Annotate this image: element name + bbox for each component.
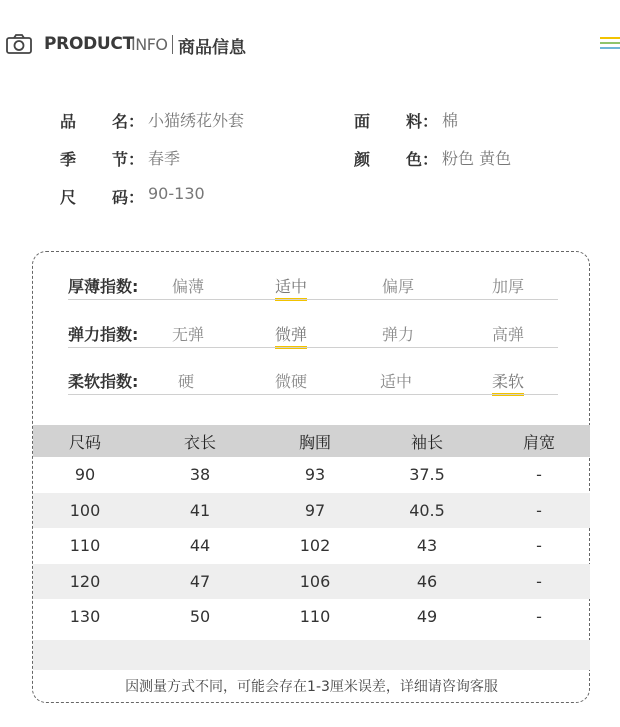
measurement-note: 因测量方式不同，可能会存在1-3厘米误差，详细请咨询客服: [125, 679, 498, 695]
table-cell: 40.5: [409, 500, 445, 520]
table-cell: 110: [299, 607, 331, 627]
name-value: 小猫绣花外套: [148, 111, 245, 130]
section-header: [6, 30, 620, 60]
label-char: 码：: [112, 188, 145, 207]
table-row: [33, 599, 590, 635]
table-row: [33, 457, 590, 493]
index-title: 弹力指数:: [68, 325, 139, 344]
label-char: 面: [354, 112, 371, 131]
table-cell: 100: [69, 500, 101, 520]
table-cell: 47: [189, 571, 211, 591]
index-row-softness: [68, 367, 558, 395]
index-option: 高弹: [492, 325, 525, 344]
table-cell: -: [536, 500, 542, 520]
label-char: 节：: [112, 150, 145, 169]
table-cell: 106: [299, 571, 331, 591]
label-char: 季: [60, 150, 77, 169]
header-title-info: INFO: [131, 35, 168, 54]
table-cell: -: [536, 536, 542, 556]
menu-line: [600, 42, 620, 44]
index-option: 偏厚: [382, 277, 415, 296]
label-char: 料：: [406, 112, 439, 131]
table-cell: 120: [69, 571, 101, 591]
table-cell: 44: [189, 536, 211, 556]
table-cell: 130: [69, 607, 101, 627]
label-char: 色：: [406, 150, 439, 169]
index-option: 硬: [178, 372, 195, 391]
header-title-product: PRODUCT: [44, 34, 134, 54]
table-cell: -: [536, 607, 542, 627]
table-cell: -: [536, 571, 542, 591]
size-table: [33, 425, 590, 635]
index-row-thickness: [68, 272, 558, 300]
table-cell: 41: [189, 500, 211, 520]
table-cell: 110: [69, 536, 101, 556]
table-cell: 102: [299, 536, 331, 556]
material-value: 棉: [442, 111, 459, 130]
table-cell: 37.5: [409, 465, 445, 485]
table-header-cell: 尺码: [68, 432, 101, 452]
menu-icon[interactable]: [600, 35, 620, 51]
index-divider: [68, 394, 558, 395]
label-char: 品: [60, 112, 77, 131]
index-option: 弹力: [382, 325, 415, 344]
season-value: 春季: [148, 149, 181, 168]
index-divider: [68, 299, 558, 300]
table-header-cell: 胸围: [298, 432, 331, 452]
index-row-elasticity: [68, 320, 558, 348]
table-filler: [33, 640, 590, 670]
index-option: 偏薄: [172, 277, 205, 296]
index-divider: [68, 347, 558, 348]
label-char: 颜: [354, 150, 371, 169]
table-header-cell: 肩宽: [522, 432, 555, 452]
index-title: 柔软指数:: [68, 372, 139, 391]
size-value: 90-130: [148, 184, 205, 203]
header-divider: [172, 35, 173, 54]
table-cell: 49: [416, 607, 438, 627]
table-row: [33, 493, 590, 529]
table-cell: -: [536, 465, 542, 485]
table-cell: 93: [304, 465, 326, 485]
index-option: 微硬: [275, 372, 308, 391]
camera-icon: [6, 34, 32, 54]
index-option: 无弹: [172, 325, 205, 344]
index-option: 适中: [380, 372, 413, 391]
header-title-cn: 商品信息: [178, 38, 246, 58]
table-cell: 90: [74, 465, 96, 485]
index-option: 适中: [275, 274, 307, 297]
table-cell: 46: [416, 571, 438, 591]
table-header: [33, 425, 590, 457]
label-char: 名：: [112, 112, 145, 131]
index-option: 加厚: [492, 277, 525, 296]
menu-line: [600, 37, 620, 39]
table-row: [33, 564, 590, 600]
table-cell: 97: [304, 500, 326, 520]
table-row: [33, 528, 590, 564]
index-option: 柔软: [492, 369, 524, 392]
table-cell: 43: [416, 536, 438, 556]
label-char: 尺: [60, 188, 77, 207]
index-title: 厚薄指数:: [68, 277, 139, 296]
index-option: 微弹: [275, 322, 307, 345]
color-value: 粉色 黄色: [442, 149, 512, 168]
table-cell: 38: [189, 465, 211, 485]
table-header-cell: 衣长: [183, 432, 216, 452]
table-header-cell: 袖长: [410, 432, 443, 452]
table-cell: 50: [189, 607, 211, 627]
menu-line: [600, 47, 620, 49]
